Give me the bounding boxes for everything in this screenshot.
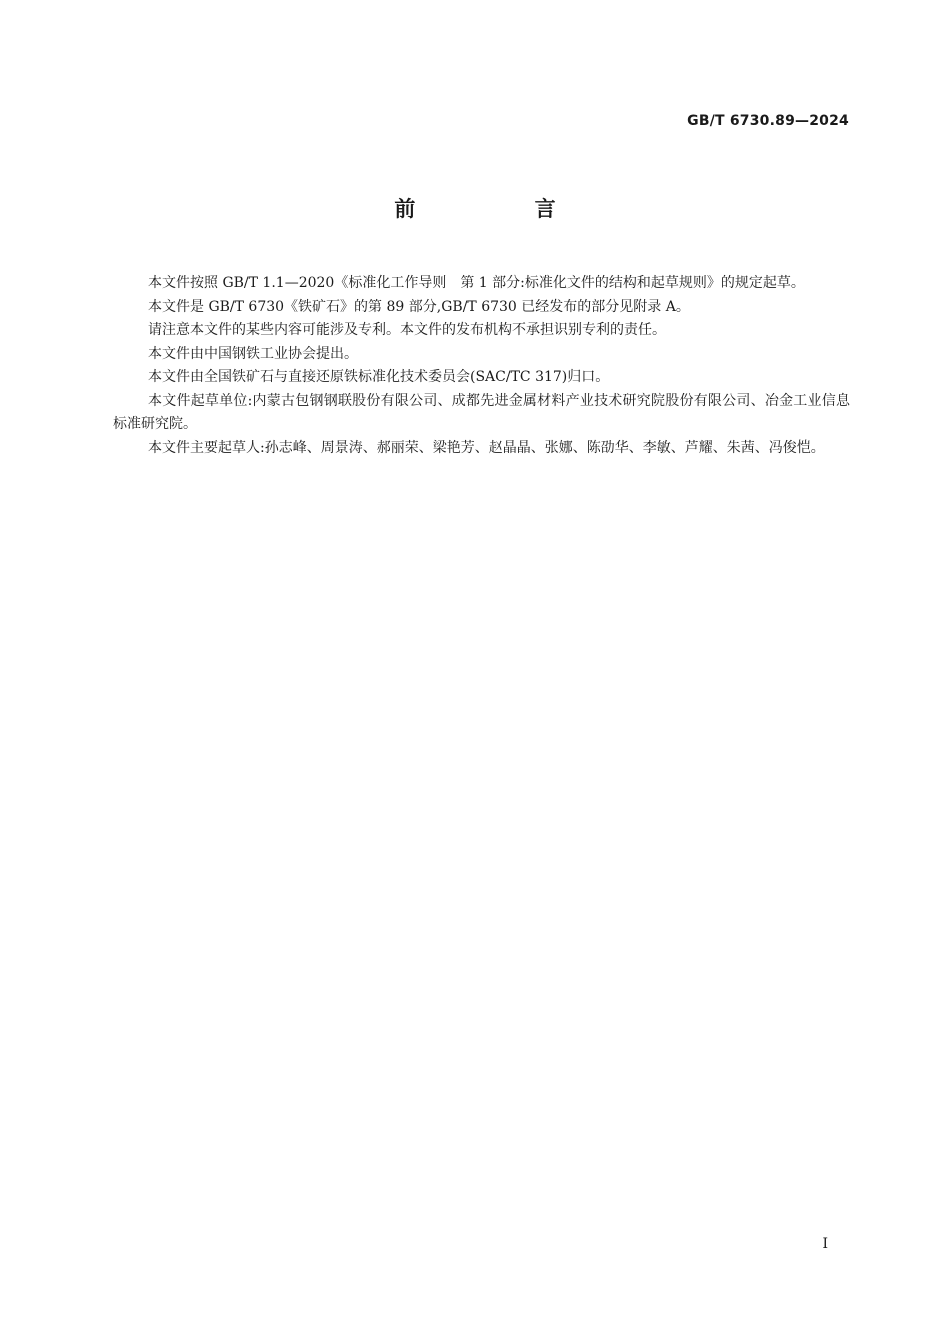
standard-number: GB/T 6730.89—2024 (687, 113, 849, 129)
page-title: 前 言 (394, 197, 612, 221)
paragraph: 本文件按照 GB/T 1.1—2020《标准化工作导则 第 1 部分:标准化文件的结构和起草规则》的规定起草。 (148, 275, 805, 291)
page-number: I (822, 1236, 828, 1252)
paragraph: 请注意本文件的某些内容可能涉及专利。本文件的发布机构不承担识别专利的责任。 (148, 322, 666, 338)
paragraph: 本文件主要起草人:孙志峰、周景涛、郝丽荣、梁艳芳、赵晶晶、张娜、陈劭华、李敏、芦耀、朱茜、冯俊恺。 (148, 439, 825, 456)
paragraph: 本文件由中国钢铁工业协会提出。 (148, 345, 358, 362)
foreword-body (113, 272, 850, 460)
paragraph: 本文件由全国铁矿石与直接还原铁标准化技术委员会(SAC/TC 317)归口。 (148, 369, 610, 385)
paragraph: 本文件起草单位:内蒙古包钢钢联股份有限公司、成都先进金属材料产业技术研究院股份有限公司、冶金工业信息标准研究院。 (113, 392, 850, 432)
paragraph: 本文件是 GB/T 6730《铁矿石》的第 89 部分,GB/T 6730 已经发布的部分见附录 A。 (148, 298, 690, 315)
